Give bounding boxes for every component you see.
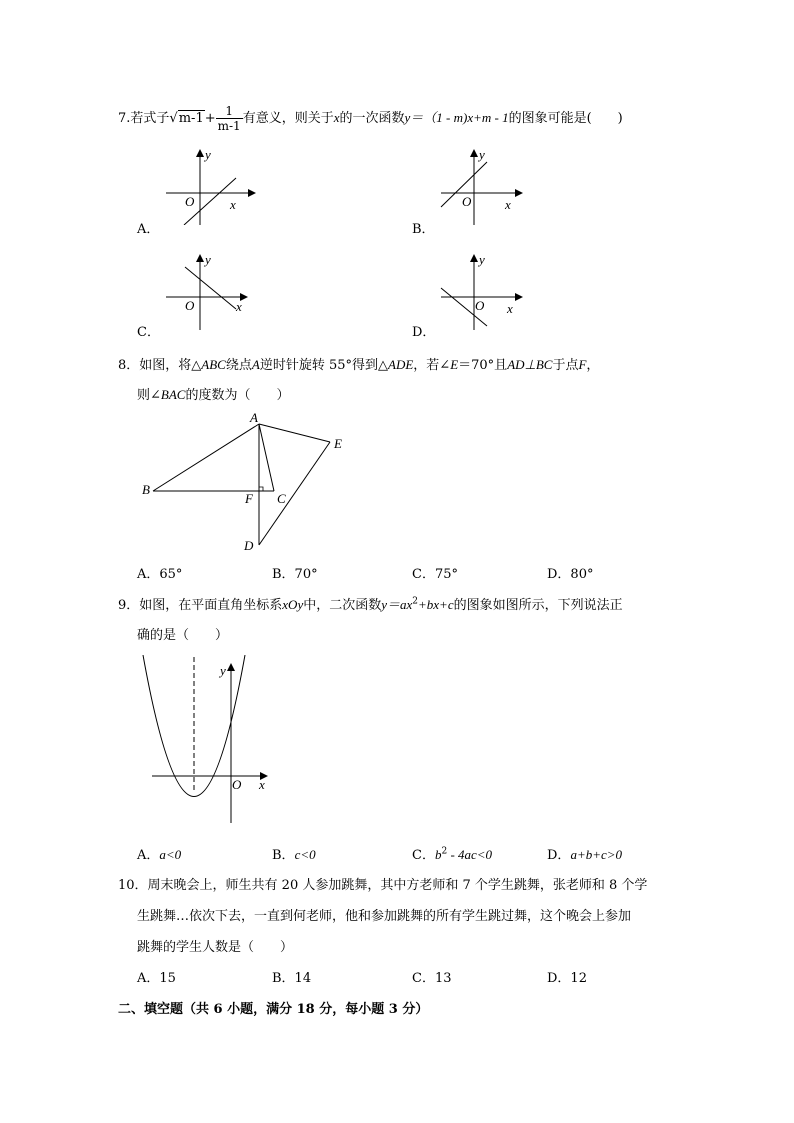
- q8-option-d[interactable]: D．80°: [547, 567, 594, 582]
- q10-option-a[interactable]: A．15: [137, 971, 176, 986]
- origin-label: O: [475, 298, 485, 313]
- q7-option-d-graph[interactable]: [435, 250, 535, 332]
- q10-option-b[interactable]: B．14: [272, 971, 312, 986]
- q7-stem: 7.若式子√m-1+ $\frac{1}{m-1}$ 有意义，则关于x的一次函数y＝（1 - m)x+m - 1的图象可能是( ): [118, 104, 623, 133]
- q10-option-c[interactable]: C．13: [412, 971, 452, 986]
- q7-option-b-label[interactable]: B．: [412, 222, 435, 237]
- origin-label: O: [232, 777, 242, 792]
- q8-triangle-figure: [138, 408, 358, 558]
- fraction: $\frac{1}{m-1}$: [217, 104, 241, 133]
- axis-x-label: x: [259, 777, 265, 792]
- q9-option-c[interactable]: C．$b^2 - 4ac<0$: [412, 846, 493, 863]
- origin-label: O: [185, 194, 195, 209]
- q7-option-a-label[interactable]: A．: [137, 222, 160, 237]
- axis-y-label: y: [205, 147, 211, 162]
- axis-y-label: y: [220, 663, 226, 678]
- q8-option-c[interactable]: C．75°: [412, 567, 458, 582]
- axis-x-label: x: [507, 301, 513, 316]
- axis-y-label: y: [479, 147, 485, 162]
- point-c-label: C: [277, 491, 286, 506]
- q10-stem-line1: 10．周末晚会上，师生共有 20 人参加跳舞，其中方老师和 7 个学生跳舞，张老师和 8 个学: [118, 878, 648, 893]
- q10-stem-line2: 生跳舞…依次下去，一直到何老师，他和参加跳舞的所有学生跳过舞，这个晚会上参加: [137, 909, 632, 924]
- q10-stem-line3: 跳舞的学生人数是（ ）: [137, 940, 294, 955]
- axis-y-label: y: [479, 252, 485, 267]
- q8-option-a[interactable]: A．65°: [137, 567, 183, 582]
- q9-stem-line2: 确的是（ ）: [137, 628, 229, 643]
- axis-x-label: x: [505, 197, 511, 212]
- axis-x-label: x: [236, 299, 242, 314]
- origin-label: O: [185, 298, 195, 313]
- point-b-label: B: [142, 482, 150, 497]
- q8-stem-line2: 则∠BAC的度数为（ ）: [137, 387, 290, 403]
- q8-option-b[interactable]: B．70°: [272, 567, 318, 582]
- sqrt-sign: √: [169, 111, 178, 126]
- point-a-label: A: [250, 410, 258, 425]
- axis-x-label: x: [230, 197, 236, 212]
- q9-option-d[interactable]: D．a+b+c>0: [547, 847, 623, 863]
- point-d-label: D: [244, 538, 254, 553]
- q7-option-a-graph[interactable]: [160, 145, 260, 225]
- q8-stem-line1: 8．如图，将△ABC绕点A逆时针旋转 55°得到△ADE，若∠E＝70°且AD⊥BC于点F，: [118, 357, 600, 373]
- q9-stem-line1: 9．如图，在平面直角坐标系xOy中，二次函数$y=ax^2+bx+c$的图象如图所示，下列说法正: [118, 596, 623, 613]
- q9-option-b[interactable]: B．c<0: [272, 847, 316, 863]
- point-e-label: E: [334, 436, 342, 451]
- q7-option-c-label[interactable]: C．: [137, 325, 160, 340]
- section-heading: 二、填空题（共 6 小题，满分 18 分，每小题 3 分）: [118, 1002, 429, 1017]
- origin-label: O: [462, 194, 472, 209]
- q9-parabola-figure: [138, 655, 278, 825]
- q10-option-d[interactable]: D．12: [547, 971, 587, 986]
- point-f-label: F: [245, 491, 253, 506]
- q9-option-a[interactable]: A．a<0: [137, 847, 182, 863]
- q7-option-c-graph[interactable]: [160, 250, 260, 332]
- q7-option-d-label[interactable]: D．: [412, 325, 436, 340]
- q7-option-b-graph[interactable]: [435, 145, 535, 225]
- axis-y-label: y: [205, 252, 211, 267]
